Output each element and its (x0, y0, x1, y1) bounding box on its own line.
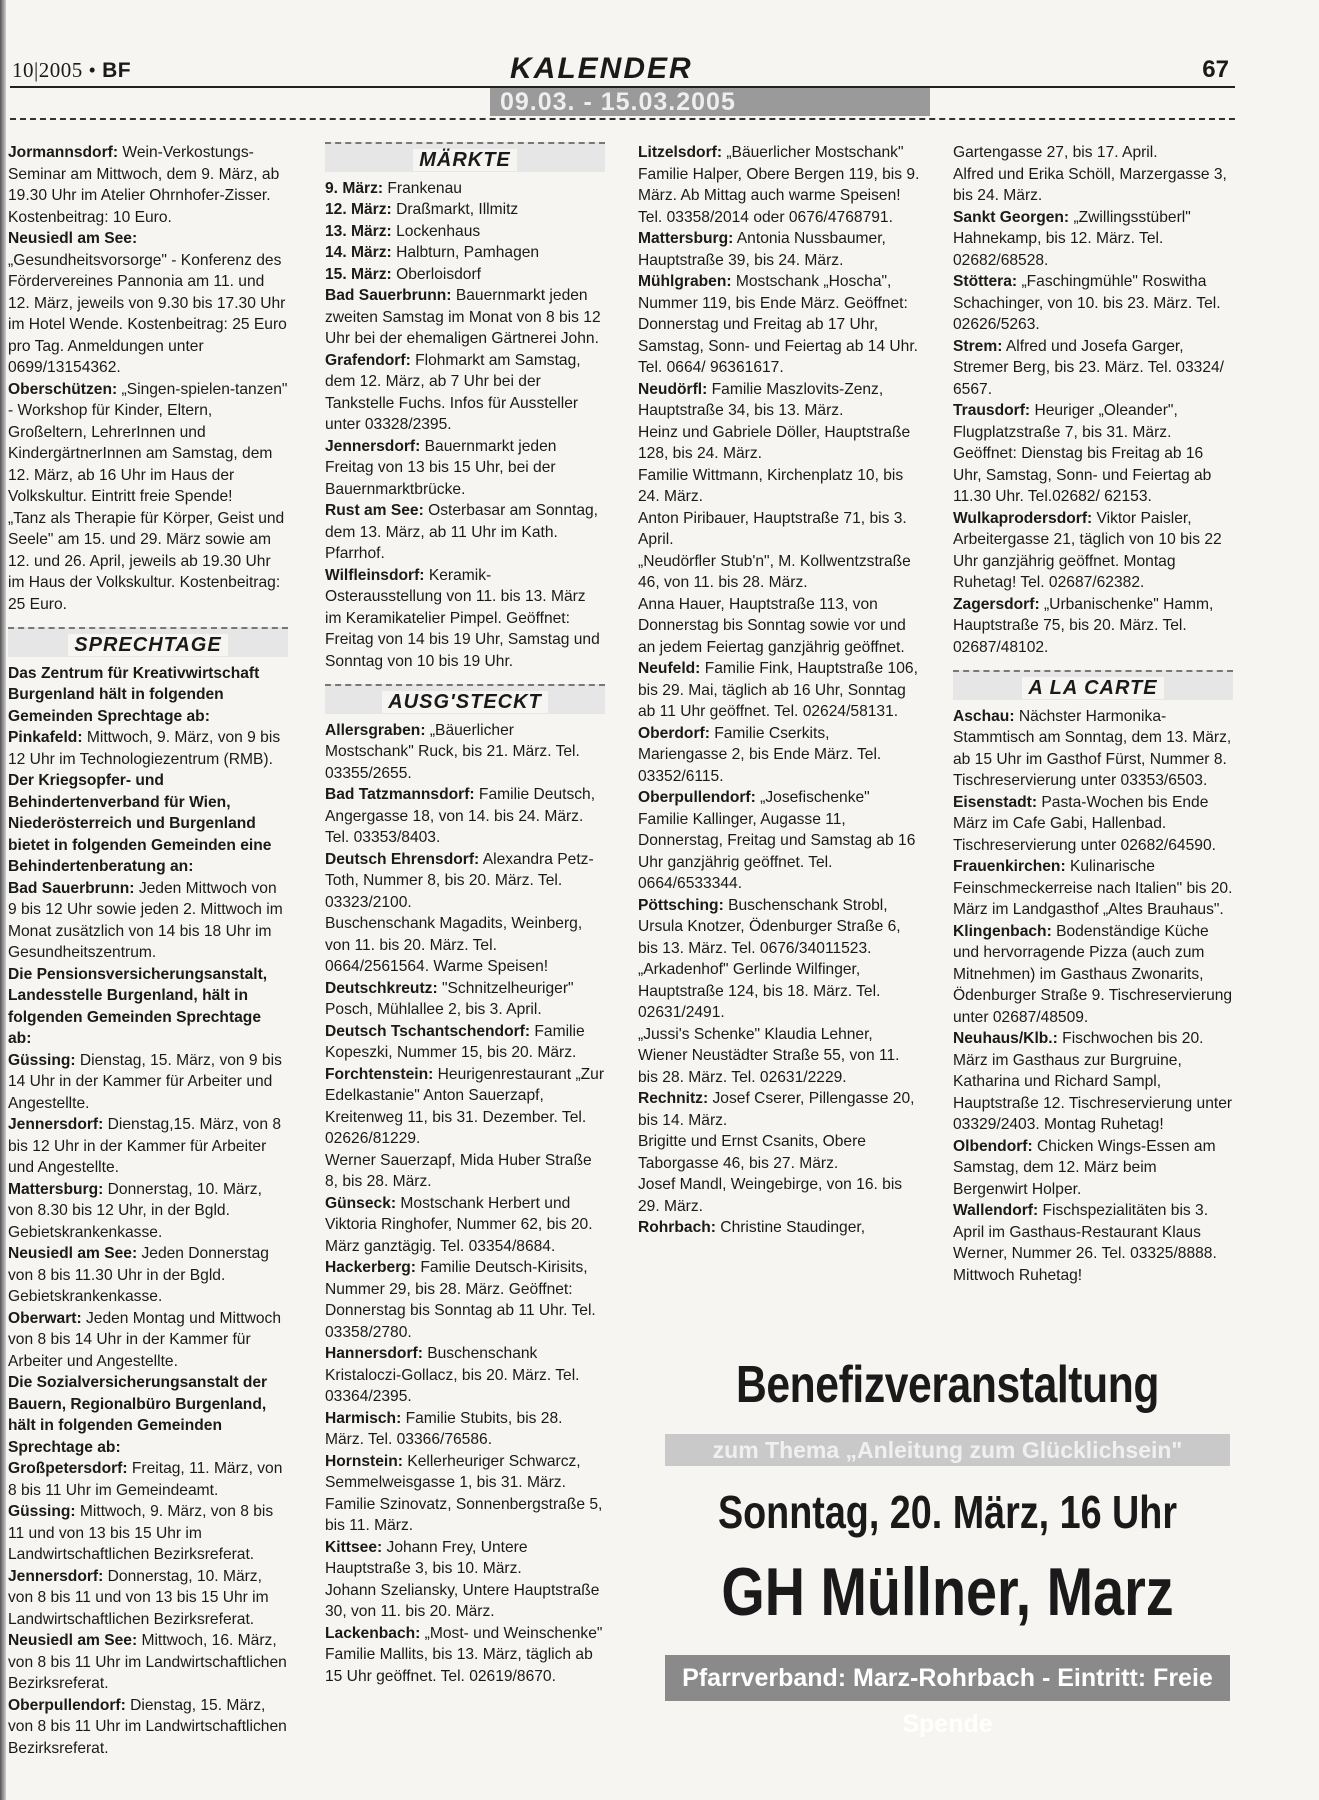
entry-text: Heurigenrestaurant „Zur Edelkastanie" Anton Sauerzapf, Kreitenweg 11, bis 31. Dezember. Tel. 02626/81229. (325, 1065, 605, 1147)
column-1 (8, 142, 288, 1759)
entry-text: Familie Deutsch, Angergasse 18, von 14. bis 24. März. Tel. 03353/8403. (325, 786, 596, 846)
ad-footer: Pfarrverband: Marz-Rohrbach - Eintritt: Freie Spende (665, 1655, 1230, 1701)
calendar-entry (8, 142, 288, 228)
calendar-entry (325, 849, 605, 914)
entry-text: Bodenständige Küche und hervorragende Pizza (auch zum Mitnehmen) im Gasthaus Zwonarits, Ödenburger Straße 9. Tischreservierung unter 02687/48509. (953, 922, 1233, 1026)
entry-place: Oberschützen: (8, 380, 118, 398)
calendar-entry (953, 1200, 1233, 1286)
calendar-entry (8, 1308, 288, 1373)
calendar-entry (953, 856, 1233, 921)
entry-text: Josef Cserer, Pillengasse 20, bis 14. März. (638, 1090, 915, 1129)
intro-text: Die Sozialversicherungsanstalt der Bauern, Regionalbüro Burgenland, hält in folgenden Gemeinden Sprechtage ab: (8, 1374, 268, 1456)
entry-text: Donnerstag, 10. März, von 8.30 bis 12 Uhr, in der Bgld. Gebietskrankenkasse. (8, 1180, 262, 1241)
entry-place: Güssing: (8, 1503, 76, 1520)
a-la-carte-list (953, 706, 1233, 1287)
entry-place: Mühlgraben: (638, 273, 732, 290)
entry-text: Mittwoch, 9. März, von 9 bis 12 Uhr im Technologiezentrum (RMB). (8, 729, 281, 768)
entry-place: 9. März: (325, 179, 384, 197)
calendar-entry (8, 228, 288, 379)
entry-place: Großpetersdorf: (8, 1460, 128, 1477)
issue-separator: • (88, 58, 97, 82)
intro-text: Die Pensionsversicherungsanstalt, Landesstelle Burgenland, hält in folgenden Gemeinden Sprechtage ab: (8, 965, 268, 1047)
entry-text: Pasta-Wochen bis Ende März im Cafe Gabi, Hallenbad. Tischreservierung unter 02682/64590. (953, 793, 1216, 854)
entry-place: Neusiedl am See: (8, 230, 138, 247)
entry-text: "Schnitzelheuriger" Posch, Mühlallee 2, bis 3. April. (325, 979, 574, 1018)
entry-text: Johann Szeliansky, Untere Hauptstraße 30, von 11. bis 20. März. (325, 1581, 600, 1620)
entry-text: Osterbasar am Sonntag, dem 13. März, ab 11 Uhr im Kath. Pfarrhof. (325, 502, 599, 562)
entry-text: Alexandra Petz-Toth, Nummer 8, bis 20. März. Tel. 03323/2100. (325, 850, 594, 911)
section-title: MÄRKTE (413, 149, 517, 171)
calendar-entry (953, 921, 1233, 1029)
entry-text: „Jussi's Schenke" Klaudia Lehner, Wiener Neustädter Straße 55, von 11. bis 28. März. Tel. 02631/2229. (638, 1025, 900, 1086)
entry-place: Pöttsching: (638, 896, 724, 914)
entry-text: Christine Staudinger, (715, 1219, 866, 1236)
calendar-entry (953, 594, 1233, 659)
entry-text: Draßmarkt, Illmitz (391, 201, 519, 218)
page-edge (0, 0, 6, 1800)
issue-number: 10|2005 (12, 58, 83, 82)
entry-text: Gartengasse 27, bis 17. April. (953, 144, 1158, 161)
entry-place: Olbendorf: (953, 1137, 1033, 1155)
calendar-entry (325, 1064, 605, 1150)
calendar-entry (8, 1050, 288, 1115)
entry-text: Antonia Nussbaumer, Hauptstraße 39, bis 24. März. (638, 230, 886, 269)
calendar-entry (8, 1458, 288, 1501)
calendar-entry (325, 1494, 605, 1537)
entry-text: „Josefischenke" Familie Kallinger, Augasse 11, Donnerstag, Freitag und Samstag ab 16 Uhr ganzjährig geöffnet. Tel. 0664/6533344. (638, 789, 916, 892)
entry-text: Anna Hauer, Hauptstraße 113, von Donnerstag bis Sonntag sowie vor und an jedem Feiertag ganzjährig geöffnet. (638, 595, 906, 656)
calendar-entry (325, 264, 605, 286)
entry-place: Oberpullendorf: (8, 1696, 126, 1714)
entry-place: Frauenkirchen: (953, 858, 1066, 875)
calendar-entry (325, 285, 605, 350)
calendar-entry (325, 1537, 605, 1580)
entry-place: Deutsch Ehrensdorf: (325, 850, 480, 868)
calendar-entry (8, 1630, 288, 1695)
calendar-entry (638, 508, 923, 551)
entry-text: Dienstag,15. März, von 8 bis 12 Uhr in der Kammer für Arbeiter und Angestellte. (8, 1116, 282, 1176)
calendar-entry (325, 978, 605, 1021)
entry-text: „Zwillingsstüberl" Hahnekamp, bis 12. März. Tel. 02682/68528. (953, 208, 1191, 269)
calendar-entry (953, 1136, 1233, 1201)
entry-place: Aschau: (953, 707, 1015, 725)
calendar-entry (953, 1028, 1233, 1136)
calendar-entry (8, 1695, 288, 1760)
entry-text: Kulinarische Feinschmeckerreise nach Italien" bis 20. März im Landgasthof „Altes Brauhaus". (953, 858, 1233, 918)
calendar-entry (953, 508, 1233, 594)
entry-text: Freitag, 11. März, von 8 bis 11 Uhr im Gemeindeamt. (8, 1460, 283, 1499)
calendar-entry (325, 221, 605, 243)
entry-place: Wallendorf: (953, 1202, 1039, 1219)
entry-text: Bauernmarkt jeden zweiten Samstag im Monat von 8 bis 12 Uhr bei der ehemaligen Gärtnerei John. (325, 287, 601, 347)
entry-text: Buschenschank Magadits, Weinberg, von 11. bis 20. März. Tel. 0664/2561564. Warme Speisen! (325, 915, 583, 975)
section-heading-maerkte (325, 142, 605, 172)
calendar-entry (325, 565, 605, 673)
calendar-entry (325, 178, 605, 200)
entry-text: Brigitte und Ernst Csanits, Obere Taborgasse 46, bis 27. März. (638, 1133, 866, 1172)
calendar-entry (638, 787, 923, 895)
entry-place: Harmisch: (325, 1409, 402, 1427)
entry-text: „Tanz als Therapie für Körper, Geist und Seele" am 15. und 29. März sowie am 12. und 26. April, jeweils ab 19.30 Uhr im Haus der Volkskultur. Kostenbeitrag: 25 Euro. (8, 509, 285, 613)
calendar-entry (953, 142, 1233, 164)
entry-text: Mittwoch, 9. März, von 8 bis 11 und von 13 bis 15 Uhr im Landwirtschaftlichen Bezirksreferat. (8, 1503, 274, 1563)
entry-place: Neusiedl am See: (8, 1632, 138, 1649)
entry-text: „Gesundheitsvorsorge" - Konferenz des Fördervereines Pannonia am 11. und 12. März, jeweils von 9.30 bis 17.30 Uhr im Hotel Wende. Kostenbeitrag: 25 Euro pro Tag. Anmeldungen unter 0699/13154362. (8, 251, 287, 376)
header-dashed-rule (10, 118, 1235, 120)
sprechtage-list (8, 663, 288, 1760)
entry-text: Buschenschank Kristaloczi-Gollacz, bis 20. März. Tel. 03364/2395. (325, 1345, 580, 1405)
entry-place: Bad Sauerbrunn: (325, 287, 452, 304)
calendar-entry (638, 723, 923, 788)
section-title: SPRECHTAGE (68, 634, 227, 656)
entry-text: Heuriger „Oleander", Flugplatzstraße 7, bis 31. März. Geöffnet: Dienstag bis Freitag ab 16 Uhr, Samstag, Sonn- und Feiertag ab 11.30 Uhr. Tel.02682/ 62153. (953, 402, 1212, 505)
calendar-entry (638, 379, 923, 422)
calendar-entry (953, 400, 1233, 508)
entry-text: Frankenau (383, 179, 462, 197)
entry-place: Jormannsdorf: (8, 144, 119, 161)
calendar-entry (325, 1623, 605, 1688)
column-4 (953, 142, 1233, 1286)
entry-place: Bad Sauerbrunn: (8, 879, 135, 897)
column-3 (638, 142, 923, 1239)
entry-place: Jennersdorf: (325, 437, 421, 455)
entry-text: Keramik-Osterausstellung von 11. bis 13. März im Keramikatelier Pimpel. Geöffnet: Freitag von 14 bis 19 Uhr, Samstag und Sonntag von 10 bis 19 Uhr. (325, 566, 600, 670)
entry-place: Hackerberg: (325, 1259, 417, 1276)
entry-text: „Most- und Weinschenke" Familie Mallits, bis 13. März, täglich ab 15 Uhr geöffnet. Tel. 02619/8670. (325, 1624, 603, 1685)
entry-text: Familie Szinovatz, Sonnenbergstraße 5, bis 11. März. (325, 1495, 603, 1534)
entry-place: Hornstein: (325, 1452, 403, 1470)
entry-place: Stöttera: (953, 273, 1018, 290)
entry-text: Familie Fink, Hauptstraße 106, bis 29. Mai, täglich ab 16 Uhr, Sonntag ab 11 Uhr geöffnet. Tel. 02624/58131. (638, 660, 918, 720)
entry-text: Alfred und Erika Schöll, Marzergasse 3, bis 24. März. (953, 165, 1227, 204)
entry-text: Viktor Paisler, Arbeitergasse 21, täglich von 10 bis 22 Uhr ganzjährig geöffnet. Montag Ruhetag! Tel. 02687/62382. (953, 509, 1222, 591)
page-header (10, 50, 1235, 120)
entry-place: Neudörfl: (638, 380, 708, 398)
section-heading-sprechtage (8, 627, 288, 657)
entry-text: Wein-Verkostungs-Seminar am Mittwoch, dem 9. März, ab 19.30 Uhr im Atelier Ohrnhofer-Zisser. Kostenbeitrag: 10 Euro. (8, 144, 280, 226)
calendar-entry (8, 508, 288, 616)
entry-text: Familie Cserkits, Mariengasse 2, bis Ende März. Tel. 03352/6115. (638, 724, 882, 785)
entry-place: Klingenbach: (953, 922, 1052, 940)
entry-text: Fischwochen bis 20. März im Gasthaus zur Burgruine, Katharina und Richard Sampl, Hauptstraße 12. Tischreservierung unter 03329/2403. Montag Ruhetag! (953, 1030, 1233, 1133)
calendar-entry (325, 1408, 605, 1451)
calendar-entry (638, 465, 923, 508)
entry-place: Grafendorf: (325, 351, 411, 369)
calendar-entry (638, 271, 923, 379)
entry-text: Oberloisdorf (391, 265, 482, 283)
calendar-entry (325, 350, 605, 436)
calendar-entry (638, 1131, 923, 1174)
calendar-entry (953, 336, 1233, 401)
entry-text: Familie Stubits, bis 28. März. Tel. 03366/76586. (325, 1409, 563, 1448)
section-title: A LA CARTE (1022, 677, 1163, 699)
calendar-entry (638, 422, 923, 465)
calendar-entry (325, 1343, 605, 1408)
calendar-entry (953, 207, 1233, 272)
calendar-entry (325, 1451, 605, 1494)
entry-place: Hannersdorf: (325, 1345, 423, 1362)
entry-text: Halbturn, Pamhagen (391, 244, 540, 261)
entry-text: Familie Deutsch-Kirisits, Nummer 29, bis 28. März. Geöffnet: Donnerstag bis Sonntag ab 11 Uhr. Tel. 03358/2780. (325, 1259, 596, 1341)
page-title: KALENDER (510, 52, 693, 85)
calendar-entry (638, 895, 923, 960)
entry-text: „Arkadenhof" Gerlinde Wilfinger, Hauptstraße 124, bis 18. März. Tel. 02631/2491. (638, 961, 881, 1021)
calendar-entry (325, 784, 605, 849)
entry-text: Dienstag, 15. März, von 9 bis 14 Uhr in der Kammer für Arbeiter und Angestellte. (8, 1051, 282, 1112)
calendar-entry (638, 658, 923, 723)
entry-place: Allersgraben: (325, 721, 426, 739)
entry-text: Dienstag, 15. März, von 8 bis 11 Uhr im Landwirtschaftlichen Bezirksreferat. (8, 1696, 287, 1757)
section-heading-ausgsteckt (325, 684, 605, 714)
calendar-entry (325, 1021, 605, 1064)
entry-place: Güssing: (8, 1051, 76, 1069)
calendar-entry (638, 1024, 923, 1089)
entry-text: Heinz und Gabriele Döller, Hauptstraße 128, bis 24. März. (638, 423, 911, 462)
calendar-entry (638, 1174, 923, 1217)
entry-text: Werner Sauerzapf, Mida Huber Straße 8, bis 28. März. (325, 1151, 592, 1190)
ausgsteckt-list-continued (638, 142, 923, 1239)
entry-text: „Bäuerlicher Mostschank" Familie Halper, Obere Bergen 119, bis 9. März. Ab Mittag auch warme Speisen! Tel. 03358/2014 oder 0676/4768791. (638, 144, 920, 226)
page-number: 67 (1202, 56, 1229, 83)
entry-place: Jennersdorf: (8, 1116, 104, 1133)
entry-text: Alfred und Josefa Garger, Stremer Berg, bis 23. März. Tel. 03324/ 6567. (953, 337, 1224, 398)
entry-text: Buschenschank Strobl, Ursula Knotzer, Ödenburger Straße 6, bis 13. März. Tel. 0676/34011523. (638, 896, 901, 957)
entry-place: Forchtenstein: (325, 1065, 434, 1083)
entry-text: Donnerstag, 10. März, von 8 bis 11 und von 13 bis 15 Uhr im Landwirtschaftlichen Bezirksreferat. (8, 1567, 269, 1628)
entry-place: Kittsee: (325, 1538, 383, 1556)
entry-text: Mostschank „Hoscha", Nummer 119, bis Ende März. Geöffnet: Donnerstag und Freitag ab 17 Uhr, Samstag, Sonn- und Feiertag ab 14 Uhr. Tel. 0664/ 96361617. (638, 273, 918, 376)
entry-text: „Faschingmühle" Roswitha Schachinger, von 10. bis 23. März. Tel. 02626/5263. (953, 273, 1221, 333)
entry-place: Günseck: (325, 1194, 397, 1212)
entry-text: Mostschank Herbert und Viktoria Ringhofer, Nummer 62, bis 20. März ganztägig. Tel. 03354/8684. (325, 1194, 593, 1255)
calendar-entry (8, 1243, 288, 1308)
calendar-entry (8, 1501, 288, 1566)
entry-place: Mattersburg: (8, 1180, 104, 1198)
entry-place: 14. März: (325, 244, 392, 261)
entry-place: Strem: (953, 337, 1003, 355)
calendar-entry (638, 594, 923, 659)
ad-venue: GH Müllner, Marz (721, 1554, 1174, 1630)
ad-title: Benefizveranstaltung (735, 1356, 1160, 1414)
entry-text: Familie Wittmann, Kirchenplatz 10, bis 24. März. (638, 466, 904, 505)
entry-text: Jeden Montag und Mittwoch von 8 bis 14 Uhr in der Kammer für Arbeiter und Angestellte. (8, 1309, 282, 1370)
entry-text: Familie Kopeszki, Nummer 15, bis 20. März. (325, 1022, 585, 1061)
entry-text: Bauernmarkt jeden Freitag von 13 bis 15 Uhr, bei der Bauernmarktbrücke. (325, 437, 557, 498)
entry-place: 13. März: (325, 222, 392, 240)
calendar-entry (638, 228, 923, 271)
entry-place: Rust am See: (325, 502, 424, 519)
entry-place: Neuhaus/Klb.: (953, 1030, 1058, 1047)
entry-text: Nächster Harmonika-Stammtisch am Sonntag, dem 13. März, ab 15 Uhr im Gasthof Fürst, Nummer 8. Tischreservierung unter 03353/6503. (953, 707, 1232, 789)
calendar-entry (325, 720, 605, 785)
entry-place: Zagersdorf: (953, 595, 1040, 613)
entry-text: „Bäuerlicher Mostschank" Ruck, bis 21. März. Tel. 03355/2655. (325, 721, 580, 782)
calendar-entry (325, 1257, 605, 1343)
date-range: 09.03. - 15.03.2005 (500, 88, 736, 116)
entry-place: Neusiedl am See: (8, 1245, 138, 1262)
entry-place: Bad Tatzmannsdorf: (325, 786, 475, 803)
entry-place: 15. März: (325, 265, 392, 283)
calendar-entry (325, 1193, 605, 1258)
entry-text: Jeden Donnerstag von 8 bis 11.30 Uhr in der Bgld. Gebietskrankenkasse. (8, 1245, 269, 1305)
entry-place: Mattersburg: (638, 230, 734, 247)
entry-place: 12. März: (325, 201, 392, 218)
entry-place: Deutsch Tschantschendorf: (325, 1022, 531, 1040)
entry-text: Familie Maszlovits-Zenz, Hauptstraße 34, bis 13. März. (638, 380, 884, 419)
entry-text: Chicken Wings-Essen am Samstag, dem 12. März beim Bergenwirt Holper. (953, 1137, 1216, 1198)
calendar-entry (8, 1114, 288, 1179)
calendar-entry (8, 379, 288, 508)
calendar-entry (638, 959, 923, 1024)
entry-text: Josef Mandl, Weingebirge, von 16. bis 29. März. (638, 1176, 903, 1215)
calendar-entry (325, 913, 605, 978)
calendar-entry (8, 1179, 288, 1244)
maerkte-list (325, 178, 605, 673)
entry-text: Flohmarkt am Samstag, dem 12. März, ab 7 Uhr bei der Tankstelle Fuchs. Infos für Aussteller unter 03328/2395. (325, 351, 581, 433)
entry-place: Eisenstadt: (953, 793, 1038, 811)
entry-place: Jennersdorf: (8, 1567, 104, 1585)
calendar-entry (8, 1566, 288, 1631)
calendar-entry (953, 271, 1233, 336)
calendar-entry (325, 500, 605, 565)
calendar-entry (325, 436, 605, 501)
section-title: AUSG'STECKT (382, 691, 548, 713)
calendar-entry (953, 792, 1233, 857)
calendar-entry (638, 1088, 923, 1131)
ad-subtitle: zum Thema „Anleitung zum Glücklichsein" (665, 1434, 1230, 1466)
intro-text: Das Zentrum für Kreativwirtschaft Burgenland hält in folgenden Gemeinden Sprechtage ab: (8, 664, 260, 725)
entry-text: „Urbanischenke" Hamm, Hauptstraße 75, bis 20. März. Tel. 02687/48102. (953, 595, 1214, 656)
entry-text: Lockenhaus (391, 222, 481, 240)
entry-place: Lackenbach: (325, 1624, 421, 1642)
issue-label (12, 58, 131, 83)
benefit-advertisement (665, 1335, 1230, 1738)
entry-text: Mittwoch, 16. März, von 8 bis 11 Uhr im Landwirtschaftlichen Bezirksreferat. (8, 1632, 287, 1692)
brand-label: BF (102, 59, 132, 82)
entry-text: Kellerheuriger Schwarcz, Semmelweisgasse 1, bis 31. März. (325, 1452, 581, 1491)
ausgsteckt-list-continued (953, 142, 1233, 658)
calendar-entry (325, 199, 605, 221)
section-heading-a-la-carte (953, 670, 1233, 700)
entry-place: Deutschkreutz: (325, 979, 438, 997)
calendar-entry (953, 706, 1233, 792)
calendar-entry (8, 878, 288, 964)
calendar-entry (953, 164, 1233, 207)
entry-place: Oberpullendorf: (638, 789, 756, 806)
entry-place: Rohrbach: (638, 1219, 716, 1236)
entry-place: Pinkafeld: (8, 729, 83, 746)
entry-text: Johann Frey, Untere Hauptstraße 3, bis 10. März. (325, 1538, 528, 1577)
column-2 (325, 142, 605, 1687)
entry-text: Anton Piribauer, Hauptstraße 71, bis 3. April. (638, 509, 907, 548)
entry-place: Wilfleinsdorf: (325, 566, 425, 584)
calendar-entry (638, 551, 923, 594)
calendar-entry (325, 242, 605, 264)
ad-date: Sonntag, 20. März, 16 Uhr (717, 1486, 1178, 1538)
events-list (8, 142, 288, 615)
calendar-entry (325, 1580, 605, 1623)
intro-text: Der Kriegsopfer- und Behindertenverband für Wien, Niederösterreich und Burgenland bietet in folgenden Gemeinden eine Behindertenberatung an: (8, 772, 272, 875)
entry-place: Wulkaprodersdorf: (953, 509, 1093, 527)
calendar-entry (638, 142, 923, 228)
entry-place: Trausdorf: (953, 402, 1031, 419)
entry-text: „Singen-spielen-tanzen" - Workshop für Kinder, Eltern, Großeltern, LehrerInnen und KindergärtnerInnen am Samstag, dem 12. März, ab 16 Uhr im Haus der Volkskultur. Eintritt freie Spende! (8, 380, 288, 505)
entry-text: Fischspezialitäten bis 3. April im Gasthaus-Restaurant Klaus Werner, Nummer 26. Tel. 03325/8888. Mittwoch Ruhetag! (953, 1202, 1217, 1284)
entry-text: Jeden Mittwoch von 9 bis 12 Uhr sowie jeden 2. Mittwoch im Monat zusätzlich von 14 bis 18 Uhr im Gesundheitszentrum. (8, 879, 283, 961)
entry-place: Oberdorf: (638, 724, 710, 742)
ausgsteckt-list (325, 720, 605, 1688)
entry-place: Neufeld: (638, 660, 701, 677)
entry-text: „Neudörfler Stub'n", M. Kollwentzstraße 46, von 11. bis 28. März. (638, 552, 911, 591)
entry-place: Oberwart: (8, 1309, 82, 1327)
calendar-entry (638, 1217, 923, 1239)
calendar-entry (325, 1150, 605, 1193)
entry-place: Rechnitz: (638, 1090, 709, 1107)
entry-place: Sankt Georgen: (953, 208, 1070, 226)
entry-place: Litzelsdorf: (638, 144, 723, 161)
calendar-entry (8, 727, 288, 770)
